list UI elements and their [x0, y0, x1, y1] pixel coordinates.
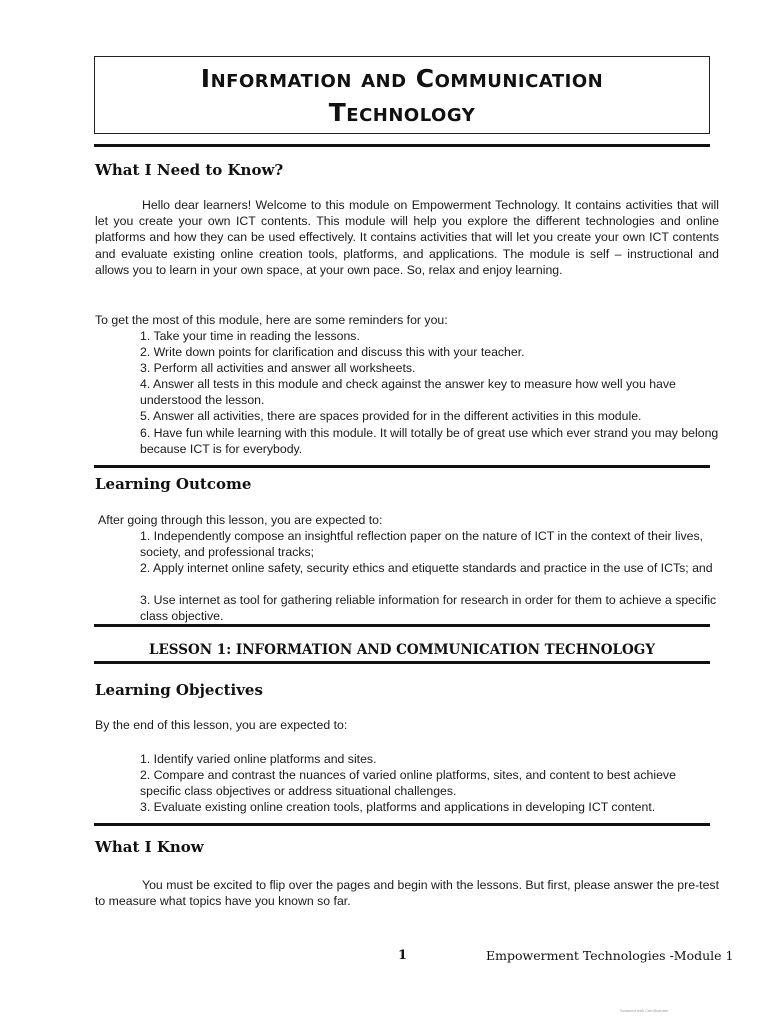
section-divider — [94, 144, 710, 147]
intro-paragraph: Hello dear learners! Welcome to this module on Empowerment Technology. It contains activities that will let you create your own ICT contents. This module will help you explore the different technologies and online platforms and how they can be used effectively. It contains activities that will let you create your own ICT contents and evaluate existing online creation tools, platforms, and applications. The module is self – instructional and allows you to learn in your own space, at your own pace. So, relax and enjoy learning. — [95, 198, 719, 277]
reminder-item: 6. Have fun while learning with this module. It will totally be of great use which ever strand you may belong because ICT is for everybody. — [140, 426, 719, 457]
reminder-item: 5. Answer all activities, there are spaces provided for in the different activities in this module. — [140, 409, 642, 423]
objective-item: 3. Evaluate existing online creation tools, platforms and applications in developing ICT content. — [140, 800, 656, 814]
reminder-item: 1. Take your time in reading the lessons. — [140, 329, 360, 343]
section-divider — [94, 624, 710, 627]
scanner-watermark: Scanned with CamScanner — [620, 1008, 669, 1013]
outcome-item: 3. Use internet as tool for gathering reliable information for research in order for them to achieve a specific class objective. — [140, 593, 717, 624]
section-heading-learning-outcome: Learning Outcome — [95, 475, 252, 493]
learning-outcome-intro: After going through this lesson, you are expected to: — [98, 513, 383, 527]
title-box — [94, 56, 710, 134]
what-i-know-paragraph: You must be excited to flip over the pages and begin with the lessons. But first, please answer the pre-test to measure what topics have you known so far. — [95, 878, 719, 909]
reminder-item: 3. Perform all activities and answer all worksheets. — [140, 361, 416, 375]
section-heading-what-i-need-to-know: What I Need to Know? — [95, 161, 284, 179]
title-line-2: Technology — [328, 98, 476, 127]
section-heading-learning-objectives: Learning Objectives — [95, 681, 263, 699]
objective-item: 1. Identify varied online platforms and sites. — [140, 752, 377, 766]
page-number: 1 — [398, 948, 408, 963]
outcome-item: 1. Independently compose an insightful reflection paper on the nature of ICT in the context of their lives, society, and professional tracks; — [140, 529, 704, 560]
outcome-item: 2. Apply internet online safety, security ethics and etiquette standards and practice in the use of ICTs; and — [140, 561, 713, 575]
reminder-item: 2. Write down points for clarification and discuss this with your teacher. — [140, 345, 525, 359]
section-heading-what-i-know: What I Know — [95, 838, 204, 856]
reminders-intro: To get the most of this module, here are some reminders for you: — [95, 313, 448, 327]
footer-module-title: Empowerment Technologies -Module 1 — [486, 948, 734, 963]
section-divider — [94, 465, 710, 468]
reminder-item: 4. Answer all tests in this module and check against the answer key to measure how well you have understood the lesson. — [140, 377, 676, 408]
title-line-1: Information and Communication — [200, 64, 604, 93]
section-divider — [94, 661, 710, 664]
objective-item: 2. Compare and contrast the nuances of varied online platforms, sites, and content to best achieve specific class objectives or address situational challenges. — [140, 768, 676, 799]
lesson-heading: LESSON 1: INFORMATION AND COMMUNICATION TECHNOLOGY — [149, 642, 655, 658]
learning-objectives-intro: By the end of this lesson, you are expected to: — [95, 718, 348, 732]
section-divider — [94, 823, 710, 826]
